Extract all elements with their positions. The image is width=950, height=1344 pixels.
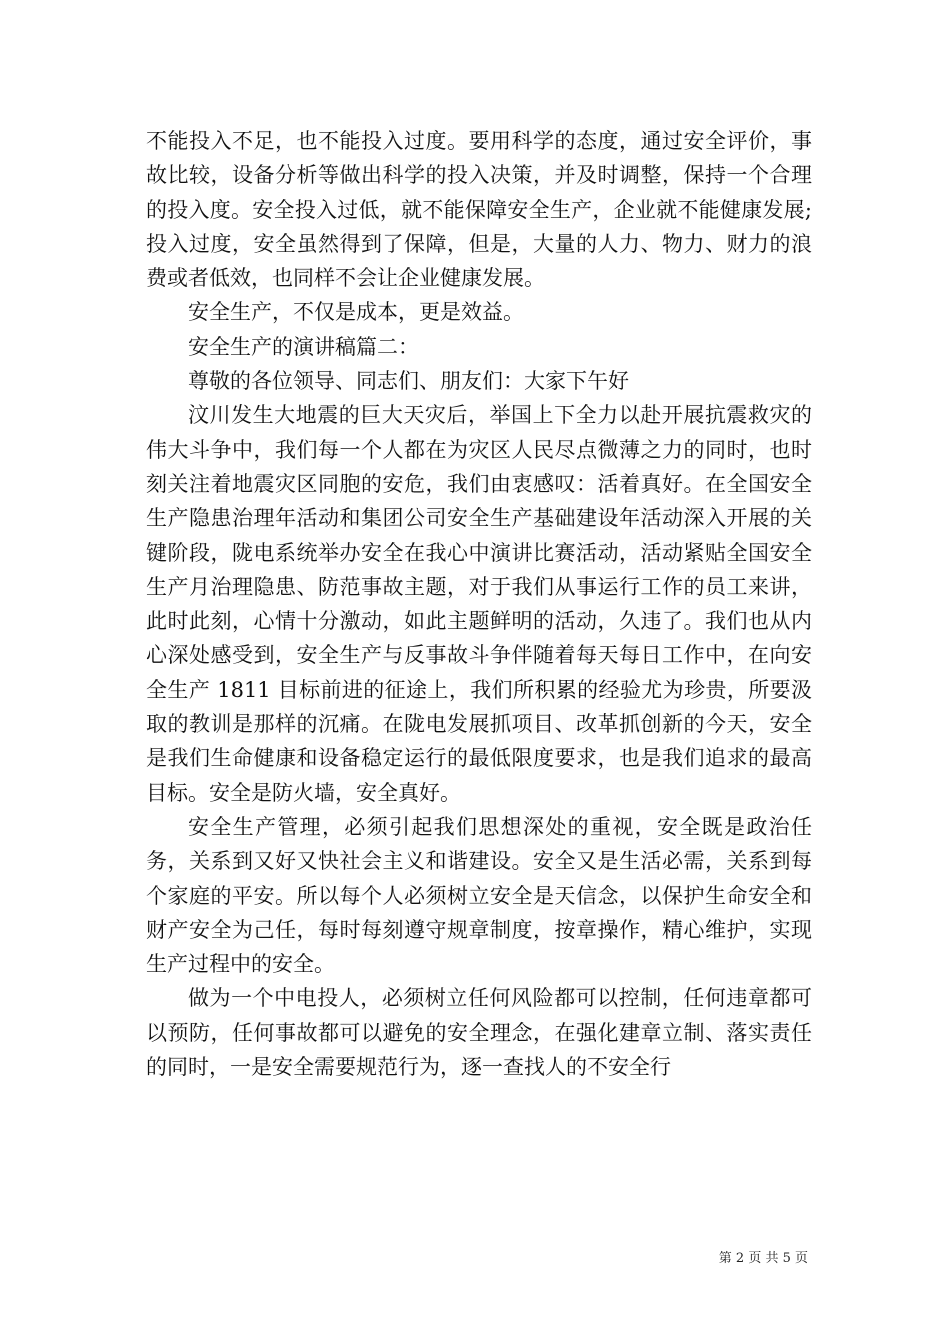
page-number-footer: 第 2 页 共 5 页	[718, 1251, 808, 1266]
paragraph-6: 安全生产管理，必须引起我们思想深处的重视，安全既是政治任务，关系到又好又快社会主义和谐建设。安全又是生活必需，关系到每个家庭的平安。所以每个人必须树立安全是天信念，以保护生命安全和财产安全为己任，每时每刻遵守规章制度，按章操作，精心维护，实现生产过程中的安全。	[146, 814, 812, 977]
document-body	[146, 124, 812, 1084]
paragraph-5: 汶川发生大地震的巨大天灾后，举国上下全力以赴开展抗震救灾的伟大斗争中，我们每一个人都在为灾区人民尽点微薄之力的同时，也时刻关注着地震灾区同胞的安危，我们由衷感叹：活着真好。在全国安全生产隐患治理年活动和集团公司安全生产基础建设年活动深入开展的关键阶段，陇电系统举办安全在我心中演讲比赛活动，活动紧贴全国安全生产月治理隐患、防范事故主题，对于我们从事运行工作的员工来讲，此时此刻，心情十分激动，如此主题鲜明的活动，久违了。我们也从内心深处感受到，安全生产与反事故斗争伴随着每天每日工作中，在向安全生产 1811 目标前进的征途上，我们所积累的经验尤为珍贵，所要汲取的教训是那样的沉痛。在陇电发展抓项目、改革抓创新的今天，安全是我们生命健康和设备稳定运行的最低限度要求，也是我们追求的最高目标。安全是防火墙，安全真好。	[146, 403, 812, 805]
paragraph-1: 不能投入不足，也不能投入过度。要用科学的态度，通过安全评价，事故比较，设备分析等做出科学的投入决策，并及时调整，保持一个合理的投入度。安全投入过低，就不能保障安全生产，企业就不能健康发展;投入过度，安全虽然得到了保障，但是，大量的人力、物力、财力的浪费或者低效，也同样不会让企业健康发展。	[146, 129, 812, 291]
paragraph-2: 安全生产，不仅是成本，更是效益。	[188, 300, 524, 325]
paragraph-3: 安全生产的演讲稿篇二：	[188, 334, 419, 359]
paragraph-7: 做为一个中电投人，必须树立任何风险都可以控制，任何违章都可以预防，任何事故都可以避免的安全理念，在强化建章立制、落实责任的同时，一是安全需要规范行为，逐一查找人的不安全行	[146, 986, 812, 1080]
paragraph-4: 尊敬的各位领导、同志们、朋友们：大家下午好	[188, 369, 629, 394]
